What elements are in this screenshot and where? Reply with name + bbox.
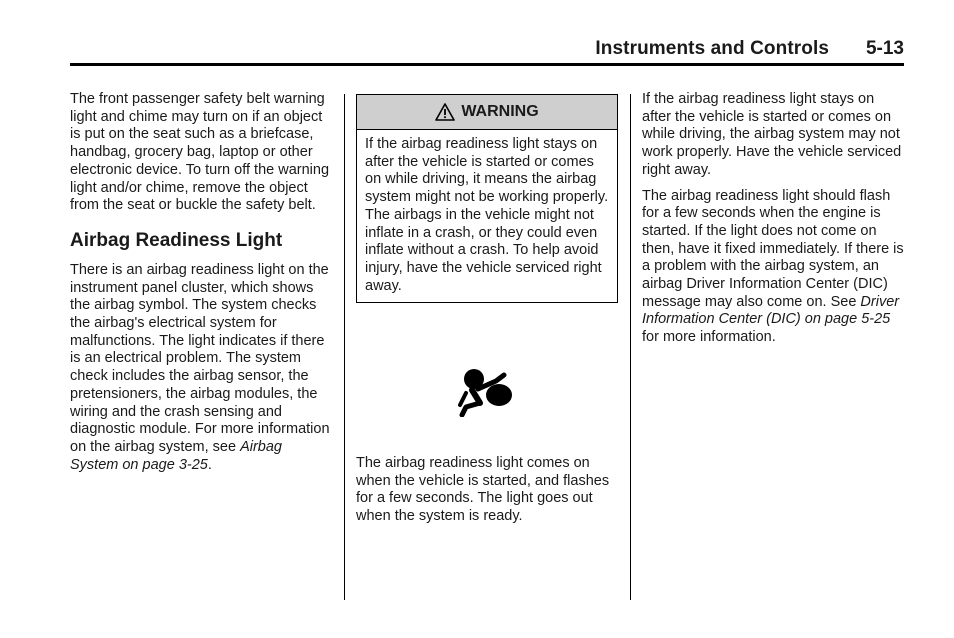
- warning-text: If the airbag readiness light stays on after the vehicle is started or comes on while driving, it means the airbag system might not be working properly. The airbags in the vehicle might not inflate in a crash, or they could even inflate without a crash. To help avoid injury, have the vehicle serviced right away.: [365, 136, 609, 294]
- section-title: Instruments and Controls: [595, 38, 829, 59]
- section-heading: Airbag Readiness Light: [70, 229, 283, 251]
- paragraph-text: There is an airbag readiness light on the instrument panel cluster, which shows the airbag symbol. The system checks the airbag's electrical system for malfunctions. The light indicates if there is an electrical problem. The system check includes the airbag sensor, the pretensioners, the airbag modules, the wiring and the crash sensing and diagnostic module. For more information on the airbag system, see: [70, 261, 330, 455]
- paragraph-flash: [642, 188, 904, 347]
- paragraph-text: The airbag readiness light should flash for a few seconds when the engine is started. If the light does not come on then, have it fixed immediately. If there is a problem with the airbag system, an airbag Driver Information Center (DIC) message may also come on. See: [642, 187, 904, 310]
- paragraph-passenger-belt: The front passenger safety belt warning light and chime may turn on if an object is put on the seat such as a briefcase, handbag, grocery bag, laptop or other electronic device. To turn off the warning light and/or chime, remove the object from the seat or buckle the safety belt.: [70, 91, 330, 214]
- paragraph-airbag-light: [70, 262, 332, 474]
- paragraph-stays-on: If the airbag readiness light stays on after the vehicle is started or comes on while driving, the airbag system may not work properly. Have the vehicle serviced right away.: [642, 91, 902, 178]
- cross-reference-link[interactable]: Driver Information Center (DIC) on page 5-25: [642, 293, 900, 328]
- header-rule: [70, 63, 904, 66]
- column-right: [642, 91, 904, 347]
- column-divider-left: [344, 94, 345, 600]
- warning-label: WARNING: [461, 103, 539, 121]
- cross-reference-link[interactable]: Airbag System on page 3-25: [70, 438, 282, 473]
- column-left: [70, 91, 332, 474]
- paragraph-end: for more information.: [642, 329, 776, 346]
- warning-header: [357, 95, 617, 130]
- paragraph-end: .: [207, 456, 212, 473]
- warning-triangle-icon: [435, 103, 455, 121]
- page-number: 5-13: [865, 38, 904, 59]
- airbag-indicator-icon: [456, 367, 518, 417]
- warning-box: [356, 94, 618, 303]
- column-middle: [356, 94, 618, 525]
- column-divider-right: [630, 94, 631, 600]
- paragraph-light-behavior: The airbag readiness light comes on when the vehicle is started, and flashes for a few seconds. The light goes out when the system is ready.: [356, 455, 610, 525]
